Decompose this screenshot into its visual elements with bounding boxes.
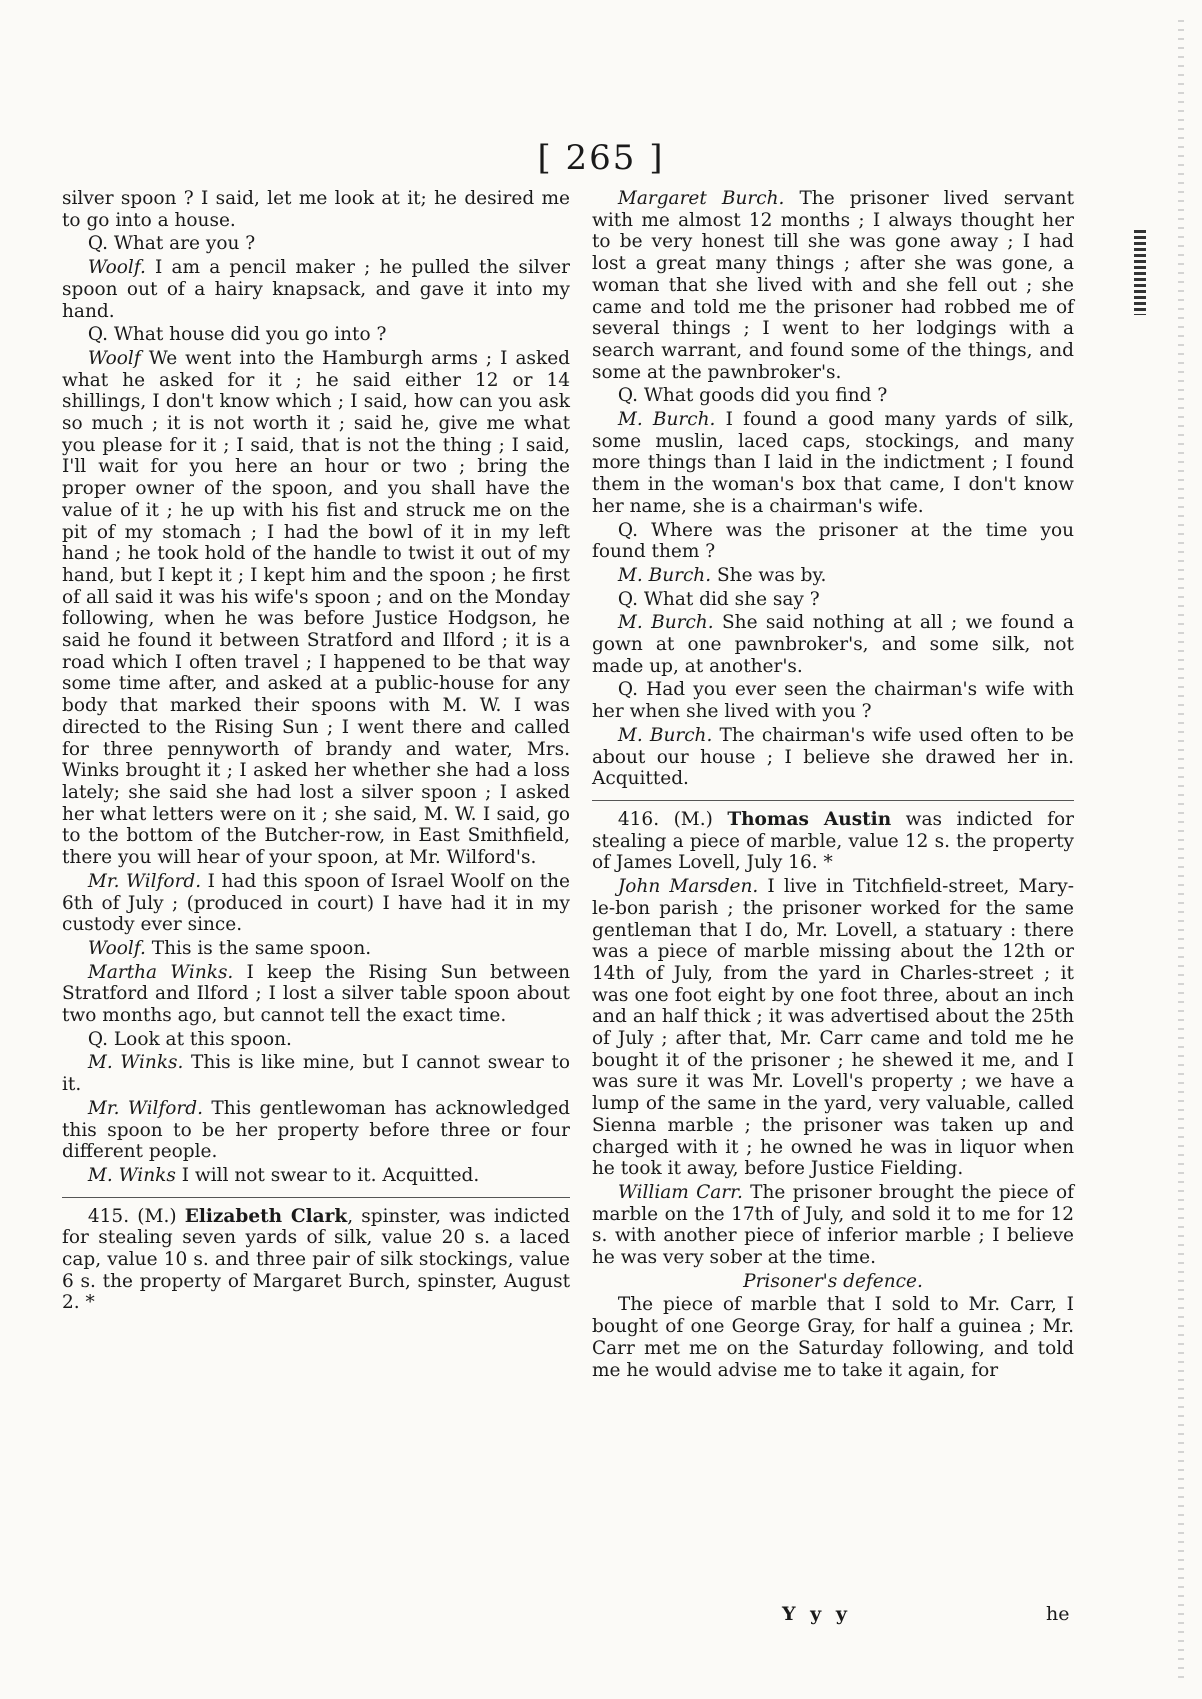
defendant-name: Thomas Austin [727, 808, 892, 830]
testimony-paragraph [592, 589, 1074, 611]
speaker-name: William Carr. [617, 1181, 743, 1203]
paragraph-text: This gentlewoman has acknowledged this spoon to be her property before three or four different people. [62, 1097, 570, 1163]
paragraph-text: Q. What are you ? [87, 233, 256, 255]
testimony-paragraph [592, 1182, 1074, 1269]
testimony-paragraph [62, 257, 570, 322]
left-column [62, 188, 570, 1316]
speaker-name: Margaret Burch. [617, 188, 785, 209]
testimony-paragraph [62, 233, 570, 255]
case-416-heading: 416. (M.) Thomas Austin was indicted for stealing a piece of marble, value 12 s. the property of James Lovell, July 16. * [592, 808, 1074, 874]
testimony-paragraph [592, 385, 1074, 407]
page-number: [ 265 ] [537, 138, 665, 178]
case-divider [62, 1197, 570, 1198]
speaker-name: M. Winks. [87, 1052, 184, 1074]
paragraph-text: I will not swear to it. Acquitted. [175, 1164, 480, 1186]
speaker-name: M. Burch. [617, 409, 716, 431]
paragraph-text: The chairman's wife used often to be about our house ; I believe she drawed her in. Acquitted. [592, 724, 1074, 790]
testimony-paragraph [62, 1098, 570, 1163]
speaker-name: M. Burch. [617, 564, 712, 586]
right-column [592, 188, 1074, 1383]
catchword: he [1046, 1603, 1070, 1625]
right-column-paragraphs-2 [592, 876, 1074, 1269]
paragraph-text: Q. What house did you go into ? [87, 324, 387, 346]
paragraph-text: Q. Look at this spoon. [87, 1028, 292, 1050]
testimony-paragraph [62, 1165, 570, 1187]
paragraph-text: I am a pencil maker ; he pulled the silver spoon out of a hairy knapsack, and gave it into my hand. [62, 257, 570, 322]
speaker-name: Woolf. [87, 937, 146, 959]
speaker-name: Mr. Wilford. [87, 1097, 203, 1119]
testimony-paragraph [62, 962, 570, 1027]
speaker-name: Mr. Wilford. [87, 870, 202, 892]
paragraph-text: The prisoner brought the piece of marble on the 17th of July, and sold it to me for 12 s. with another piece of inferior marble ; I believe he was very sober at the time. [592, 1181, 1074, 1269]
defence-text: The piece of marble that I sold to Mr. Carr, I bought of one George Gray, for half a guinea ; Mr. Carr met me on the Saturday following, and told me he would advise me to take it again, for [592, 1294, 1074, 1381]
testimony-paragraph [592, 565, 1074, 587]
speaker-name: M. Winks [87, 1164, 176, 1186]
paragraph-text: Q. What did she say ? [617, 588, 820, 610]
paragraph-text: This is like mine, but I cannot swear to it. [62, 1052, 571, 1096]
testimony-paragraph [592, 725, 1074, 790]
paragraph-text: Q. What goods did you find ? [617, 385, 888, 407]
paragraph-text: We went into the Hamburgh arms ; I asked what he asked for it ; he said either 12 or 14 shillings, I don't know which ; I said, how can you ask so much ; it is not worth it ; said he, give me what you please for it ; I said, that is not the thing ; I said, I'll wait for you here an hour or two ; bring the proper owner of the spoon, and you shall have the value of it ; he up with his fist and struck me on the pit of my stomach ; I had the bowl of it in my left hand ; he took hold of the handle to twist it out of my hand, but I kept it ; I kept him and the spoon ; he first of all said it was his wife's spoon ; and on the Monday following, when he was before Justice Hodgson, he said he found it between Stratford and Ilford ; it is a road which I often travel ; I happened to be that way some time after, and asked at a public-house for any body that marked their spoons with M. W. I was directed to the Rising Sun ; I went there and called for three pennyworth of brandy and water, Mrs. Winks brought it ; I asked her whether she had a loss lately; she said she had lost a silver spoon ; I asked her what letters were on it ; she said, M. W. I said, go to the bottom of the Butcher-row, in East Smithfield, there you will hear of your spoon, at Mr. Wilford's. [62, 347, 570, 869]
testimony-paragraph [592, 409, 1074, 518]
speaker-name: Woolf. [87, 257, 146, 279]
defendant-name: Elizabeth Clark [184, 1205, 348, 1227]
paragraph-text: Q. Had you ever seen the chairman's wife with her when she lived with you ? [592, 679, 1074, 723]
testimony-paragraph [62, 1029, 570, 1051]
speaker-name: M. Burch. [617, 724, 713, 746]
scan-edge [1178, 20, 1184, 1680]
defence-heading: Prisoner's defence. [743, 1270, 923, 1292]
paragraph-text: I live in Titchfield-street, Mary-le-bon parish ; the prisoner worked for the same gentleman that I do, Mr. Lovell, a statuary : there was a piece of marble missing about the 12th or 14th of July, from the yard in Charles-street ; it was one foot eight by one foot three, about an inch and an half thick ; it was advertised about the 25th of July ; after that, Mr. Carr came and told me he bought it of the prisoner ; he shewed it me, and I was sure it was Mr. Lovell's property ; we have a lump of the same in the yard, very valuable, called Sienna marble ; the prisoner was taken up and charged with it ; he owned he was in liquor when he took it away, before Justice Fielding. [592, 876, 1074, 1180]
speaker-name: Martha Winks. [87, 961, 234, 983]
testimony-paragraph [62, 188, 570, 231]
paragraph-text: I found a good many yards of silk, some muslin, laced caps, stockings, and many more things than I laid in the indictment ; I found them in the woman's box that came, I don't know her name, she is a chairman's wife. [592, 409, 1074, 517]
testimony-paragraph [592, 679, 1074, 722]
testimony-paragraph [62, 324, 570, 346]
scan-mark [1134, 230, 1146, 315]
paragraph-text: She was by. [711, 564, 827, 586]
testimony-paragraph [62, 1052, 570, 1095]
testimony-paragraph [592, 876, 1074, 1180]
speaker-name: Woolf [87, 347, 141, 369]
testimony-paragraph [62, 348, 570, 869]
speaker-name: John Marsden. [617, 876, 759, 898]
paragraph-text: She said nothing at all ; we found a gown at one pawnbroker's, and some silk, not made up, at another's. [592, 612, 1074, 677]
paragraph-text: Q. Where was the prisoner at the time you found them ? [592, 519, 1074, 563]
paragraph-text: This is the same spoon. [145, 937, 372, 959]
case-415-heading: 415. (M.) Elizabeth Clark, spinster, was indicted for stealing seven yards of silk, value 20 s. a laced cap, value 10 s. and three pair of silk stockings, value 6 s. the property of Margaret Burch, spinster, August 2. * [62, 1205, 570, 1314]
case-divider [592, 800, 1074, 801]
testimony-paragraph [592, 520, 1074, 563]
testimony-paragraph [62, 938, 570, 960]
left-column-paragraphs [62, 188, 570, 1187]
paragraph-text: I keep the Rising Sun between Stratford and Ilford ; I lost a silver table spoon about two months ago, but cannot tell the exact time. [62, 961, 571, 1027]
paragraph-text: silver spoon ? I said, let me look at it; he desired me to go into a house. [62, 188, 570, 231]
signature-mark: Y y y [782, 1603, 851, 1625]
testimony-paragraph [62, 871, 570, 936]
paragraph-text: I had this spoon of Israel Woolf on the 6th of July ; (produced in court) I have had it in my custody ever since. [62, 870, 570, 936]
right-column-paragraphs [592, 188, 1074, 790]
testimony-paragraph [592, 188, 1074, 383]
speaker-name: M. Burch. [617, 612, 714, 634]
paragraph-text: The prisoner lived servant with me almost 12 months ; I always thought her to be very honest till she was gone away ; I had lost a great many things ; after she was gone, a woman that she lived with and she fell out ; she came and told me the prisoner had robbed me of several things ; I went to her lodgings with a search warrant, and found some of the things, and some at the pawnbroker's. [592, 188, 1074, 383]
testimony-paragraph [592, 612, 1074, 677]
